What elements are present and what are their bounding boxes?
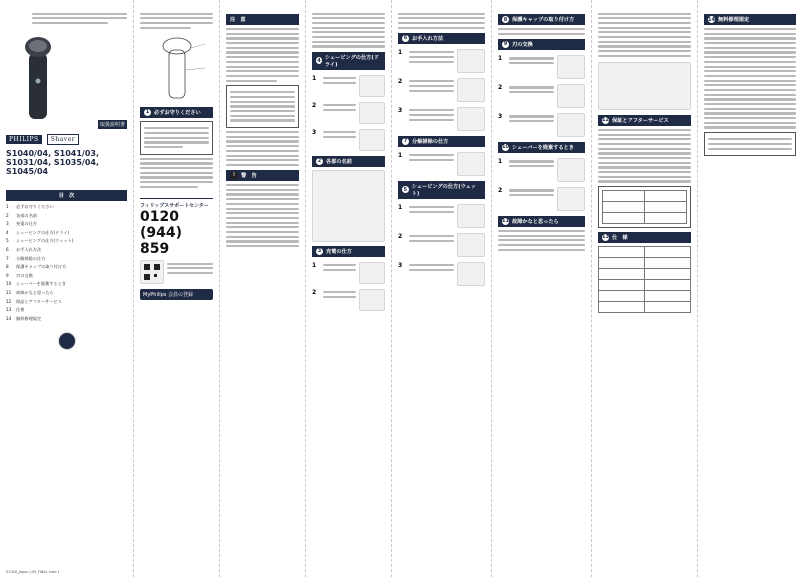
toc-title: 各部の名前 [16, 212, 37, 218]
shaver-product-image [20, 32, 56, 124]
support-title: フィリップスサポートセンター [140, 198, 213, 209]
product-name: Shaver [47, 134, 79, 145]
toc-title: 分解掃除の仕方 [16, 255, 46, 261]
toc-title: シェービングの仕方(ドライ) [16, 229, 70, 235]
myphilips-banner: MyPhilips 会員の登録 [140, 289, 213, 300]
table-of-contents [6, 204, 127, 322]
toc-number: 9 [6, 272, 9, 278]
toc-title: 保証とアフターサービス [16, 298, 62, 304]
toc-title: 充電の仕方 [16, 221, 37, 227]
toc-title: お手入れ方法 [16, 247, 42, 253]
toc-number: 1 [6, 204, 9, 210]
cover-column [0, 0, 134, 577]
section-charging: 3 充電の仕方 [312, 246, 385, 257]
toc-title: 無料修理規定 [16, 315, 42, 321]
toc-item [6, 213, 127, 219]
qr-code-icon [140, 260, 164, 284]
toc-item [6, 264, 127, 270]
toc-item [6, 230, 127, 236]
section-warning: ! 警 告 [226, 170, 299, 181]
toc-title: シェーバーを廃棄するとき [16, 281, 66, 287]
toc-item [6, 307, 127, 313]
section-cap: 8 保護キャップの取り付け方 [498, 14, 585, 25]
toc-item [6, 247, 127, 253]
toc-number: 12 [6, 298, 12, 304]
shaving-illustration [359, 75, 385, 97]
toc-title: 目 次 [6, 190, 127, 201]
toc-number: 6 [6, 247, 9, 253]
free-repair-column [698, 0, 802, 577]
philips-shield-icon [58, 332, 76, 350]
toc-item [6, 299, 127, 305]
toc-number: 2 [6, 212, 9, 218]
toc-item [6, 221, 127, 227]
toc-number: 13 [6, 307, 12, 313]
toc-title: 故障かなと思ったら [16, 290, 54, 295]
section-replace: 9 刃の交換 [498, 39, 585, 50]
toc-item [6, 290, 127, 296]
manual-label: 取扱説明書 [99, 122, 125, 128]
footer-code: S1000_Japan_UM_FINAL.indd 1 [6, 570, 60, 574]
spec-table [598, 246, 691, 313]
safety-box [140, 121, 213, 155]
support-phone: 0120 (944) 859 [140, 209, 183, 257]
toc-number: 3 [6, 221, 9, 227]
toc-number: 14 [6, 315, 12, 321]
toc-title: 刃の交換 [16, 272, 33, 278]
cleaning-column: 6 お手入れ方法 1 2 3 7 分解掃除の仕方 1 5 シェービングの仕方(ウェット) 1 2 3 [392, 0, 492, 577]
section-parts: 2 各部の名前 [312, 156, 385, 167]
toc-number: 4 [6, 229, 9, 235]
toc-item [6, 281, 127, 287]
toc-item [6, 316, 127, 322]
toc-item [6, 273, 127, 279]
section-disassembly: 7 分解掃除の仕方 [398, 136, 485, 147]
section-free-repair: 14 無料修理規定 [704, 14, 796, 25]
maintenance-column: 8 保護キャップの取り付け方 9 刃の交換 1 2 3 10 シェーバーを廃棄するとき 1 2 11 故障かなと思ったら [492, 0, 592, 577]
warranty-form [598, 186, 691, 228]
toc-title: 仕様 [16, 307, 25, 313]
parts-diagram [140, 33, 213, 103]
toc-number: 5 [6, 238, 9, 244]
toc-item [6, 238, 127, 244]
model-numbers: S1040/04, S1041/03, S1031/04, S1035/04, S1045/04 [6, 149, 100, 177]
parts-text [140, 13, 213, 29]
section-disposal: 10 シェーバーを廃棄するとき [498, 142, 585, 153]
section-trouble: 11 故障かなと思ったら [498, 216, 585, 227]
section-wet: 5 シェービングの仕方(ウェット) [398, 181, 485, 199]
section-dry: 4 シェービングの仕方(ドライ) [312, 52, 385, 70]
toc-number: 11 [6, 290, 12, 295]
section-caution: 注 意 [226, 14, 299, 25]
toc-title: シェービングの仕方(ウェット) [16, 238, 74, 244]
parts-names-diagram [312, 170, 385, 242]
section-safety: 1 必ずお守りください [140, 107, 213, 118]
intro-text [32, 13, 127, 25]
toc-number: 8 [6, 264, 9, 270]
toc-number: 10 [6, 281, 12, 287]
charging-column: 4 シェービングの仕方(ドライ) 1 2 3 2 各部の名前 3 充電の仕方 1 2 [306, 0, 392, 577]
toc-item [6, 204, 127, 210]
brand-logo: PHILIPS [6, 135, 42, 144]
toc-title: 必ずお守りください [16, 204, 54, 210]
warranty-column [592, 0, 698, 577]
toc-title: 保護キャップの取り付け方 [16, 264, 67, 270]
section-warranty: 12 保証とアフターサービス [598, 115, 691, 126]
section-spec: 13 仕 様 [598, 232, 691, 243]
warning-column [220, 0, 306, 577]
toc-item [6, 256, 127, 262]
toc-number: 7 [6, 255, 9, 261]
section-cleaning: 6 お手入れ方法 [398, 33, 485, 44]
safety-column [134, 0, 220, 577]
